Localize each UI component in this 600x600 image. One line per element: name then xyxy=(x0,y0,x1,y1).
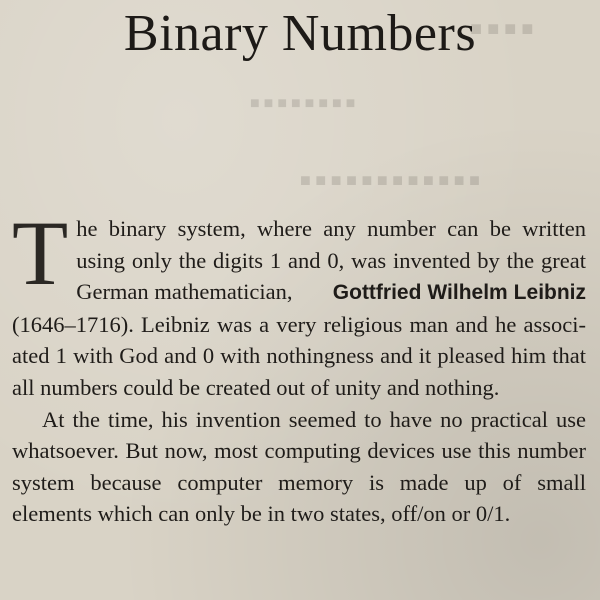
text-line: all numbers could be created out of unity and nothing. xyxy=(12,374,500,400)
person-name: Gottfried Wilhelm Leibniz xyxy=(332,281,587,305)
text-line: At the time, his invention seemed to have no practical use xyxy=(42,406,586,432)
text-line: system because computer memory is made up of small xyxy=(12,469,586,495)
page-title: Binary Numbers xyxy=(123,5,477,62)
text-line: he binary system, where any number can be written xyxy=(76,216,586,241)
text-line: elements which can only be in two states, off/on or 0/1. xyxy=(12,501,511,527)
show-through-text: ■ ■ ■ ■ xyxy=(470,18,534,40)
paragraph-1 xyxy=(12,202,587,404)
text-line: ated 1 with God and 0 with nothingness and it pleased him that xyxy=(12,343,586,369)
paragraph-2 xyxy=(12,404,586,530)
drop-cap: T xyxy=(12,202,69,304)
text-line xyxy=(12,276,586,309)
text-line: using only the digits 1 and 0, was invented by the great xyxy=(76,247,586,273)
show-through-text: ■ ■ ■ ■ ■ ■ ■ ■ ■ ■ ■ ■ xyxy=(300,170,480,190)
show-through-text: ■ ■ ■ ■ ■ ■ ■ ■ xyxy=(250,95,356,112)
text-line: (1646–1716). Leibniz was a very religious man and he associ- xyxy=(12,311,586,337)
text-line: whatsoever. But now, most computing devices use this number xyxy=(12,438,586,464)
body-text xyxy=(12,202,587,530)
text-fragment: German mathematician, xyxy=(76,279,293,305)
